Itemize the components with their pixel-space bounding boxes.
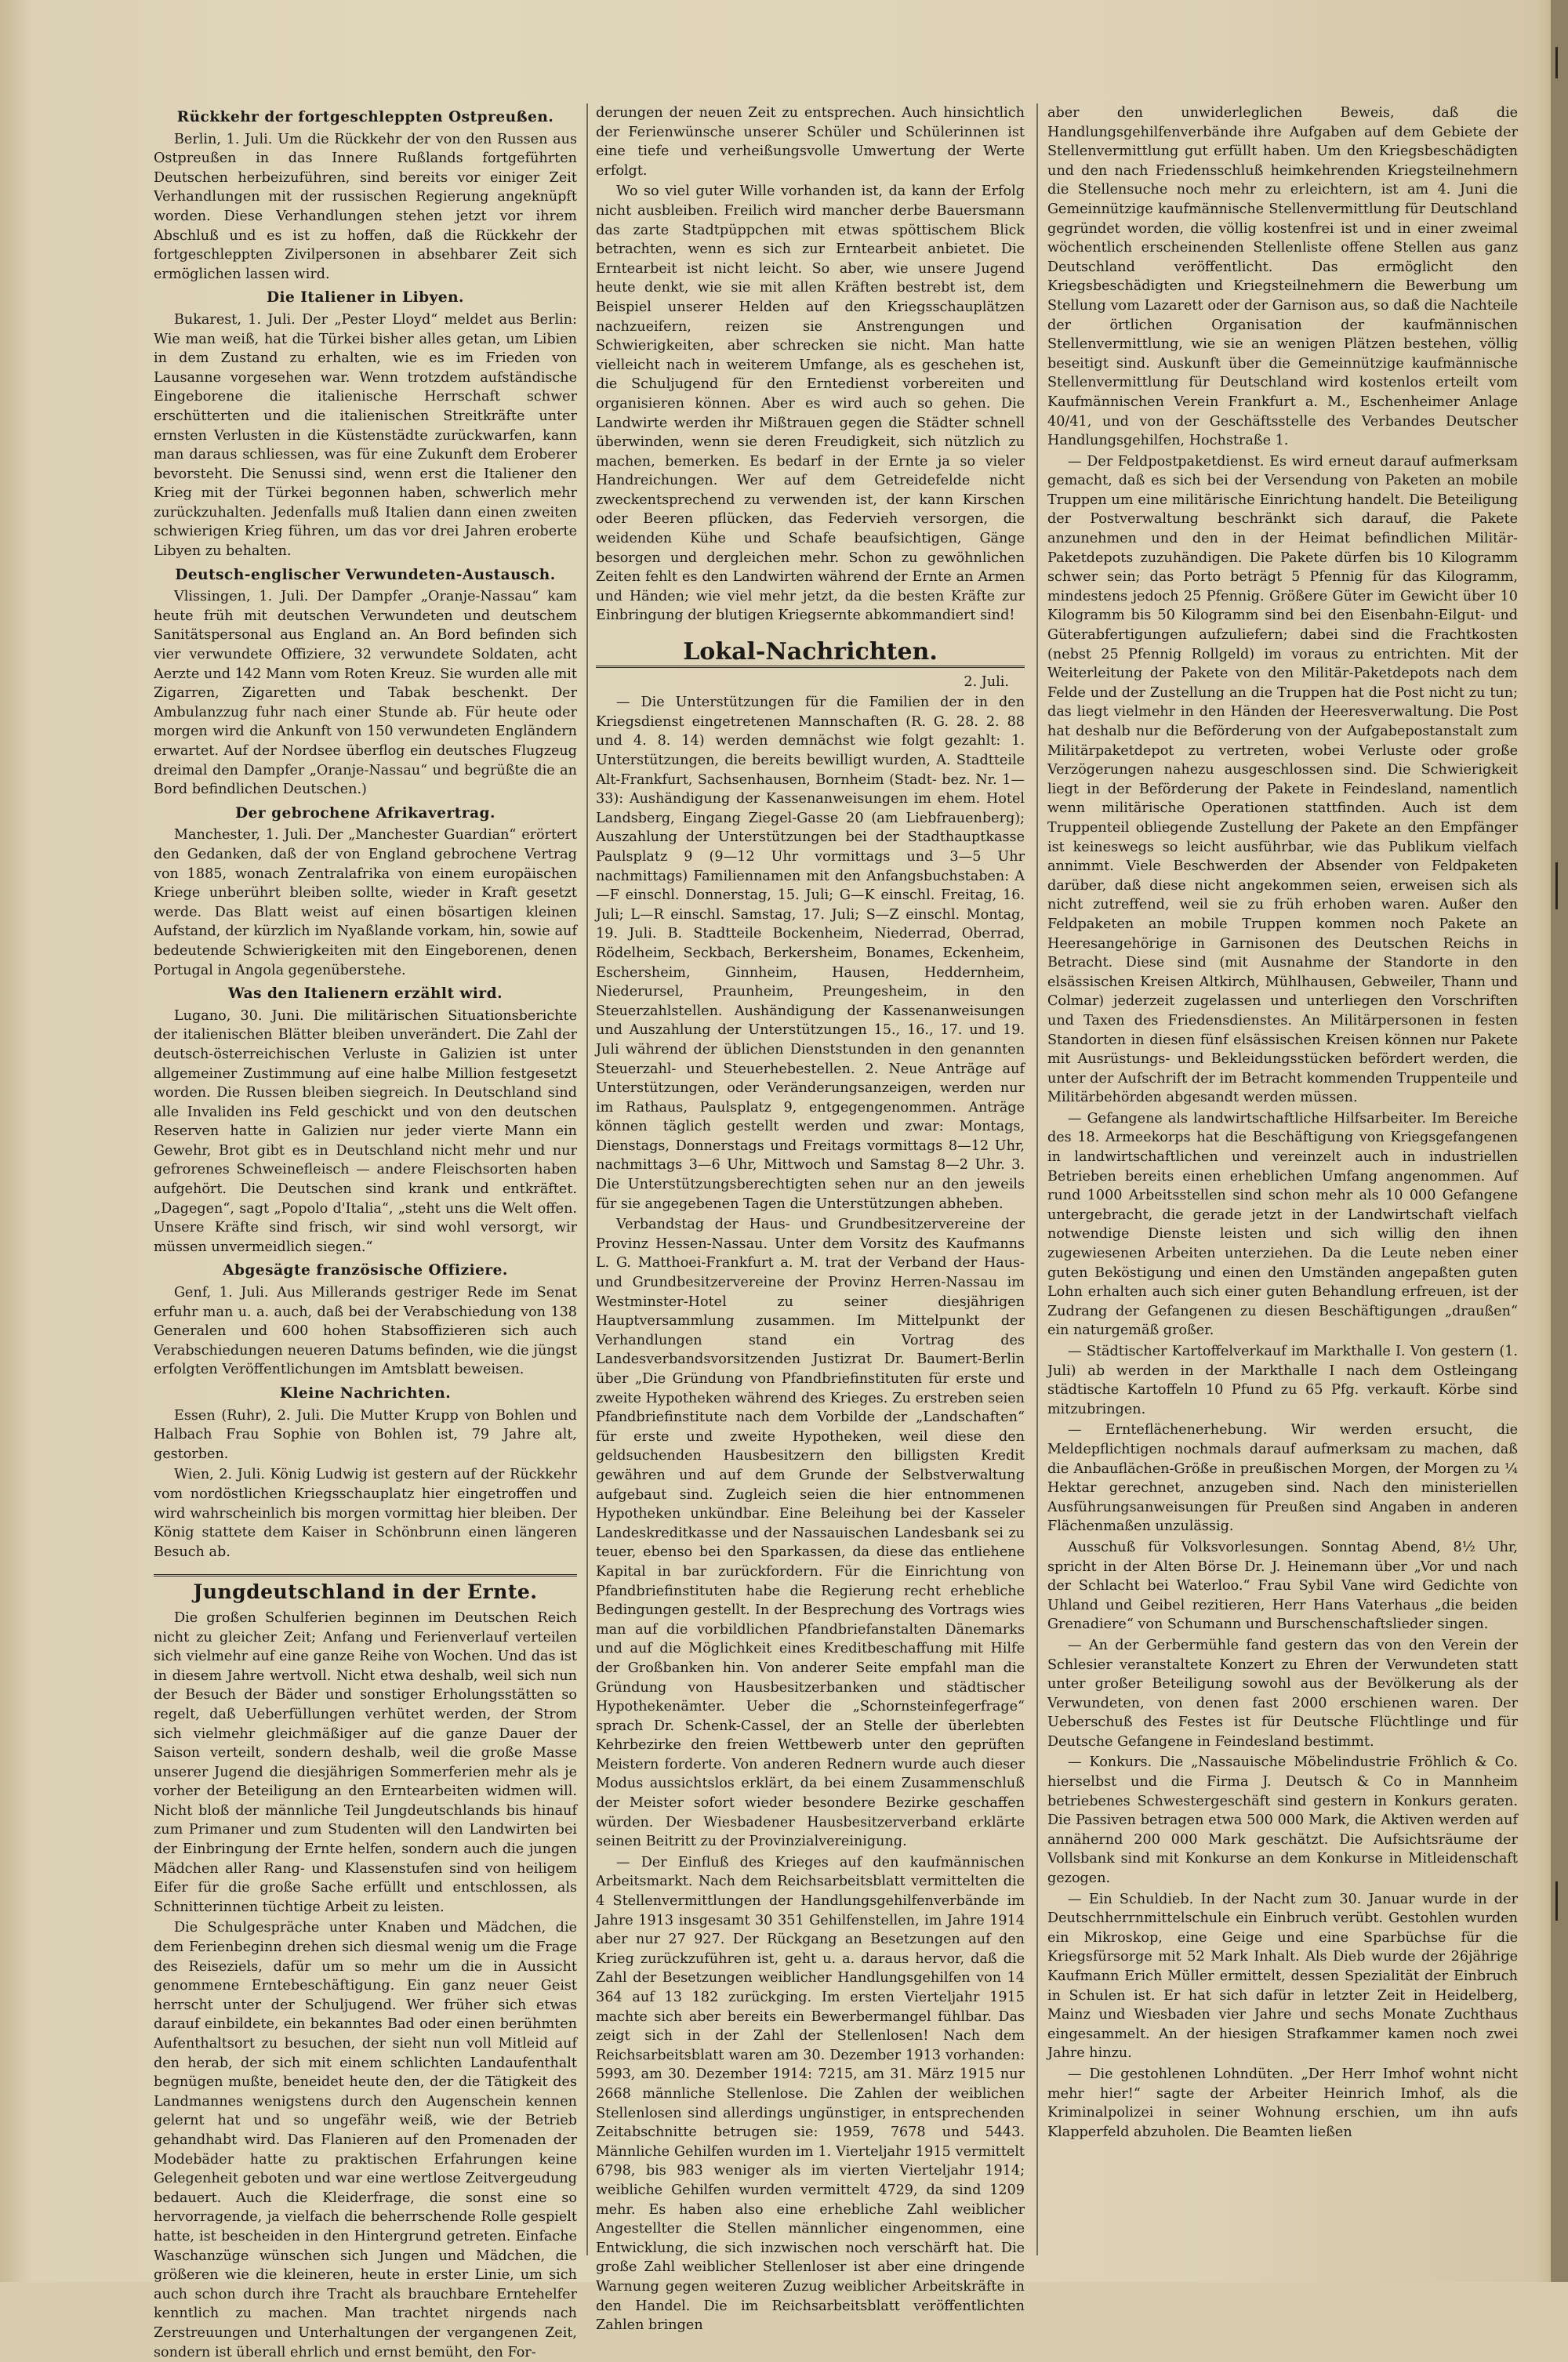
article-text: — Die gestohlenen Lohndüten. „Der Herr Imhof wohnt nicht mehr hier!“ sagte der Arbeiter Heinrich Imhof, als die Kriminalpolizei in seiner Wohnung erschien, um ihn aufs Klapperfeld abzuholen. Die Beamten ließen	[1047, 2066, 1518, 2140]
article-text: — Die Unterstützungen für die Familien der in den Kriegsdienst eingetretenen Mannschaften (R. G. 28. 2. 88 und 4. 8. 14) werden demnächst wie folgt gezahlt: 1. Unterstützungen, die bereits bewilligt wurden, A. Stadtteile Alt-Frankfurt, Sachsenhausen, Bornheim (Stadt- bez. Nr. 1—33): Aushändigung der Kassenanweisungen im ehem. Hotel Landsberg, Eingang Ziegel-Gasse 20 (am Liebfrauenberg); Auszahlung der Unterstützungen bei der Stadthauptkasse Paulsplatz 9 (9—12 Uhr vormittags und 3—5 Uhr nachmittags) Familiennamen mit den Anfangsbuchstaben: A—F einschl. Donnerstag, 15. Juli; G—K einschl. Freitag, 16. Juli; L—R einschl. Samstag, 17. Juli; S—Z einschl. Montag, 19. Juli. B. Stadtteile Bockenheim, Niederrad, Oberrad, Rödelheim, Seckbach, Berkersheim, Bonames, Eckenheim, Eschersheim, Ginnheim, Hausen, Heddernheim, Niederursel, Praunheim, Preungesheim, in den Steuerzahlstellen. Aushändigung der Kassenanweisungen und Auszahlung der Unterstützungen 15., 16., 17. und 19. Juli während der üblichen Dienststunden in den genannten Steuerzahl- und Steuerhebestellen. 2. Neue Anträge auf Unterstützungen, oder Veränderungsanzeigen, werden nur im Rathaus, Paulsplatz 9, entgegengenommen. Anträge können täglich gestellt werden und zwar: Montags, Dienstags, Donnerstags und Freitags vormittags 8—12 Uhr, nachmittags 3—6 Uhr, Mittwoch und Samstag 8—2 Uhr. 3. Die Unterstützungsberechtigten sehen nur an den jeweils für sie angegebenen Tagen die Unterstützungen abheben.	[596, 695, 1025, 1212]
article-text: Bukarest, 1. Juli. Der „Pester Lloyd“ meldet aus Berlin: Wie man weiß, hat die Türkei bisher alles getan, um Libien in dem Zustand zu erhalten, wie es im Frieden von Lausanne vorgesehen war. Wenn trotzdem aufständische Eingeborene die italienische Herrschaft schwer erschütterten und die italienischen Streitkräfte unter ernsten Verlusten in die Küstenstädte zurückwarfen, kann man daraus schliessen, was für eine Zukunft dem Eroberer bevorsteht. Die Senussi sind, wenn erst die Italiener den Krieg mit der Türkei begonnen haben, schwerlich mehr zurückzuhalten. Jedenfalls muß Italien dann einen zweiten schwierigen Krieg führen, um das vor drei Jahren eroberte Libyen zu behalten.	[154, 311, 577, 560]
article-text: aber den unwiderleglichen Beweis, daß die Handlungsgehilfenverbände ihre Aufgaben auf dem Gebiete der Stellenvermittlung gut erfüllt haben. Um den Kriegsbeschädigten und den nach Friedensschluß heimkehrenden Kriegsteilnehmern die Stellensuche noch mehr zu erleichtern, ist am 4. Juni die Gemeinnützige kaufmännische Stellenvermittlung für Deutschland gegründet worden, die völlig kostenfrei ist und in einer zweimal wöchentlich erscheinenden Stellenliste offene Stellen aus ganz Deutschland veröffentlicht. Das ermöglicht den Kriegsbeschädigten und Kriegsteilnehmern die Bewerbung um Stellung vom Lazarett oder der Garnison aus, so daß die Nachteile der örtlichen Organisation der kaufmännischen Stellenvermittlung, wie sie an wenigen Plätzen bestehen, völlig beseitigt sind. Auskunft über die Gemeinnützige kaufmännische Stellenvermittlung für Deutschland wird kostenlos erteilt vom Kaufmännischen Verein Frankfurt a. M., Eschenheimer Anlage 40/41, und von der Geschäftsstelle des Verbandes Deutscher Handlungsgehilfen, Hochstraße 1.	[1047, 105, 1518, 449]
column-rule	[1036, 103, 1038, 2255]
headline: Rückkehr der fortgeschleppten Ostpreußen.	[176, 109, 554, 125]
edge-mark	[1555, 862, 1558, 909]
article-text: — Der Feldpostpaketdienst. Es wird erneut darauf aufmerksam gemacht, daß es sich bei der Versendung von Paketen an mobile Truppen um eine militärische Einrichtung handelt. Die Beteiligung der Postverwaltung beschränkt sich darauf, die Pakete anzunehmen und den in der Heimat befindlichen Militär-Paketdepots zuzuhändigen. Die Pakete dürfen bis 10 Kilogramm schwer sein; das Porto beträgt 5 Pfennig für das Kilogramm, mindestens jedoch 25 Pfennig. Größere Güter im Gewicht über 10 Kilogramm bis 50 Kilogramm sind bei den Eisenbahn-Eilgut- und Güterabfertigungen aufzuliefern; dabei sind die Frachtkosten (nebst 25 Pfennig Rollgeld) im voraus zu entrichten. Mit der Weiterleitung der Pakete von den Militär-Paketdepots nach dem Felde und der Zustellung an die Truppen hat die Post nicht zu tun; das liegt vielmehr in den Händen der Heeresverwaltung. Die Post hat deshalb nur die Beförderung von der Aufgabepostanstalt zum Militärpaketdepot zu vertreten, wobei Verluste oder große Verzögerungen nahezu ausgeschlossen sind. Die Schwierigkeit liegt in der Beförderung der Pakete in Feindesland, namentlich wenn militärische Operationen stattfinden. Auch ist dem Truppenteil obliegende Zustellung der Pakete an den Empfänger ist keineswegs so leicht ausführbar, wie das Publikum vielfach annimmt. Viele Beschwerden der Absender von Feldpaketen darüber, daß diese nicht angekommen seien, erweisen sich als nicht zutreffend, weil sie zu früh erhoben waren. Außer den Feldpaketen an mobile Truppen kommen noch Pakete an Heeresangehörige in Garnisonen des Deutschen Reichs in Betracht. Diese sind (mit Ausnahme der Standorte in den elsässischen Kreisen Altkirch, Mühlhausen, Gebweiler, Thann und Colmar) jederzeit zugelassen und unterliegen den Vorschriften und Taxen des Friedensdienstes. An Militärpersonen in festen Standorten in diesen fünf elsässischen Kreisen können nur Pakete mit Ausrüstungs- und Bekleidungsstücken befördert werden, die unter der Aufschrift der im Betracht kommenden Truppenteile und Militärbehörden abgesandt werden müssen.	[1047, 453, 1518, 1106]
headline: Kleine Nachrichten.	[279, 1385, 452, 1402]
article-text: — An der Gerbermühle fand gestern das von den Verein der Schlesier veranstaltete Konzert zu Ehren der Verwundeten statt unter großer Beteiligung sowohl aus der Bevölkerung als der Verwundeten, von denen fast 2000 erschienen waren. Der Ueberschuß des Festes ist für Deutsche Flüchtlinge und für Deutsche Gefangene in Feindesland bestimmt.	[1047, 1637, 1518, 1750]
article-text: Vlissingen, 1. Juli. Der Dampfer „Oranje-Nassau“ kam heute früh mit deutschen Verwundeten und deutschem Sanitätspersonal aus England an. An Bord befinden sich vier verwundete Offiziere, 32 verwundete Soldaten, acht Aerzte und 142 Mann vom Roten Kreuz. Sie wurden alle mit Zigarren, Zigaretten und Tabak beschenkt. Der Ambulanzzug fuhr nach einer Stunde ab. Für heute oder morgen wird die Ankunft von 150 verwundeten Engländern erwartet. Auf der Nordsee überflog ein deutsches Flugzeug dreimal den Dampfer „Oranje-Nassau“ und begrüßte die an Bord befindlichen Deutschen.)	[154, 589, 577, 798]
article-text: — Städtischer Kartoffelverkauf im Markthalle I. Von gestern (1. Juli) ab werden in der Markthalle I nach dem Ostleingang städtische Kartoffeln 10 Pfund zu 65 Pfg. verkauft. Körbe sind mitzubringen.	[1047, 1344, 1518, 1417]
section-title: Lokal-Nachrichten.	[596, 643, 1025, 668]
article-text: Ausschuß für Volksvorlesungen. Sonntag Abend, 8½ Uhr, spricht in der Alten Börse Dr. J. Heinemann über „Vor und nach der Schlacht bei Waterloo.“ Frau Sybil Vane wird Gedichte von Uhland und Geibel rezitieren, Herr Hans Vaterhaus „die beiden Grenadiere“ von Schumann und Burschenschaftslieder singen.	[1047, 1539, 1518, 1633]
article-text: Lugano, 30. Juni. Die militärischen Situationsberichte der italienischen Blätter bleiben unverändert. Die Zahl der deutsch-österreichischen Verluste in Galizien ist unter allgemeiner Zustimmung auf eine halbe Million festgesetzt worden. Die Russen bleiben siegreich. In Deutschland sind alle Invaliden ins Feld geschickt und von den deutschen Reserven hatte in Galizien nur jeder vierte Mann ein Gewehr, Brot gibt es in Deutschland nicht mehr und nur gefrorenes Schweinefleisch — andere Fleischsorten haben aufgehört. Die Deutschen sind krank und entkräftet. „Dagegen“, sagt „Popolo d'Italia“, „steht uns die Welt offen. Unsere Kräfte sind frisch, wir sind wohl versorgt, wir müssen unvermeidlich siegen.“	[154, 1007, 577, 1255]
section-divider	[154, 1574, 577, 1576]
headline: Was den Italienern erzählt wird.	[227, 985, 503, 1003]
article-text: Essen (Ruhr), 2. Juli. Die Mutter Krupp von Bohlen und Halbach Frau Sophie von Bohlen ist, 79 Jahre alt, gestorben.	[154, 1407, 577, 1462]
article-text: Wien, 2. Juli. König Ludwig ist gestern auf der Rückkehr vom nordöstlichen Kriegsschauplatz hier eingetroffen und wird wahrscheinlich bis morgen vormittag hier bleiben. Der König stattete dem Kaiser in Schönbrunn einen längeren Besuch ab.	[154, 1467, 577, 1560]
headline: Abgesägte französische Offiziere.	[223, 1262, 508, 1279]
article-text: — Gefangene als landwirtschaftliche Hilfsarbeiter. Im Bereiche des 18. Armeekorps hat die Beschäftigung von Kriegsgefangenen in landwirtschaftlichen und vereinzelt auch in industriellen Betrieben bereits einen erheblichen Umfang angenommen. Auf rund 1000 Arbeitsstellen sind schon mehr als 10 000 Gefangene untergebracht, die gerade jetzt in der Landwirtschaft vielfach notwendige Dienste leisten und sich willig den ihnen zugewiesenen Arbeiten unterziehen. Da die Leute neben einer guten Beköstigung und einen den Umständen angepaßten guten Lohn erhalten auch sich einer guten Behandlung erfreuen, ist der Zudrang der Gefangenen zu diesen Beschäftigungen „draußen“ ein naturgemäß großer.	[1047, 1110, 1518, 1339]
column-rule	[586, 103, 588, 2255]
article-text: Die Schulgespräche unter Knaben und Mädchen, die dem Ferienbeginn drehen sich diesmal wenig um die Frage des Reiseziels, dafür um so mehr um die in Aussicht genommene Erntebeschäftigung. Ein ganz neuer Geist herrscht unter der Schuljugend. Wer früher sich etwas darauf einbildete, ein bekanntes Bad oder einen berühmten Aufenthaltsort zu besuchen, der sieht nun voll Mitleid auf den herab, der sich mit einem schlichten Landaufenthalt begnügen mußte, beneidet heute den, der die Tätigkeit des Landmannes wenigstens durch den Augenschein kennen gelernt hat und so ungefähr weiß, wie der Betrieb gehandhabt wird. Das Flanieren auf den Promenaden der Modebäder hatte zu praktischen Erfahrungen keine Gelegenheit geboten und war eine wertlose Zeitvergeudung bedauert. Auch die Kleiderfrage, die sonst eine so hervorragende, ja vielfach die beherrschende Rolle gespielt hatte, ist bescheiden in den Hintergrund getreten. Einfache Waschanzüge wünschen sich Jungen und Mädchen, die größeren wie die kleineren, heute in erster Linie, um sich auch schon durch ihre Tracht als brauchbare Erntehelfer kenntlich zu machen. Man trachtet nirgends nach Zerstreuungen und Unterhaltungen der vergangenen Zeit, sondern ist überall ehrlich und ernst bemüht, den For-	[154, 1920, 577, 2360]
article-text: Die großen Schulferien beginnen im Deutschen Reich nicht zu gleicher Zeit; Anfang und Ferienverlauf verteilen sich vielmehr auf eine ganze Reihe von Wochen. Und das ist in diesem Jahre wertvoll. Nicht etwa deshalb, weil sich nun der Besuch der Bäder und sonstiger Erholungsstätten so regelt, daß Ueberfüllungen verhütet werden, der Strom sich vielmehr gleichmäßiger auf die ganze Dauer der Saison verteilt, sondern deshalb, weil die große Masse unserer Jugend die diesjährigen Sommerferien mehr als je vorher der Beteiligung an den Erntearbeiten widmen will. Nicht bloß der männliche Teil Jungdeutschlands bis hinauf zum Primaner und zum Studenten will den Landwirten bei der Einbringung der Ernte helfen, sondern auch die jungen Mädchen aller Rang- und Klassenstufen sind von heiligem Eifer für die große Sache erfüllt und entschlossen, als Schnitterinnen tüchtige Arbeit zu leisten.	[154, 1609, 577, 1915]
article-text: derungen der neuen Zeit zu entsprechen. Auch hinsichtlich der Ferienwünsche unserer Schüler und Schülerinnen ist eine tiefe und verheißungsvolle Umwertung der Werte erfolgt.	[596, 105, 1025, 179]
article-text: — Ein Schuldieb. In der Nacht zum 30. Januar wurde in der Deutschherrnmittelschule ein Einbruch verübt. Gestohlen wurden ein Mikroskop, eine Geige und eine Sparbüchse für die Kriegsfürsorge mit 52 Mark Inhalt. Als Dieb wurde der 26jährige Kaufmann Erich Müller ermittelt, dessen Spezialität der Einbruch in Schulen ist. Er hat sich dafür in letzter Zeit in Heidelberg, Mainz und Wiesbaden vier Jahre und sechs Monate Zuchthaus eingesammelt. An der hiesigen Strafkammer kamen noch zwei Jahre hinzu.	[1047, 1891, 1518, 2062]
headline: Der gebrochene Afrikavertrag.	[235, 804, 495, 822]
article-text: — Ernteflächenerhebung. Wir werden ersucht, die Meldepflichtigen nochmals darauf aufmerksam zu machen, daß die Anbauflächen-Größe in preußischen Morgen, der Morgen zu ¼ Hektar gerechnet, anzugeben sind. Nach den ministeriellen Ausführungsanweisungen für Preußen sind Angaben in anderen Flächenmaßen unzulässig.	[1047, 1422, 1518, 1535]
article-text: Wo so viel guter Wille vorhanden ist, da kann der Erfolg nicht ausbleiben. Freilich wird mancher derbe Bauersmann das zarte Stadtpüppchen mit etwas spöttischem Blick betrachten, wenn es sich zur Erntearbeit anbietet. Die Erntearbeit ist nicht leicht. So aber, wie unsere Jugend heute denkt, wie sie mit allen Kräften bestrebt ist, dem Beispiel unserer Helden auf den Kriegsschauplätzen nachzueifern, reizen sie Anstrengungen und Schwierigkeiten, aber schrecken sie nicht. Man hatte vielleicht nach in weiterem Umfange, als es geschehen ist, die Schuljugend für den Erntedienst vorbereiten und organisieren können. Aber es wird auch so gehen. Die Landwirte werden ihr Mißtrauen gegen die Städter schnell überwinden, wenn sie deren Freudigkeit, sich nützlich zu machen, bemerken. Es bedarf in der Ernte ja so vieler Handreichungen. Wer auf dem Getreidefelde nicht zweckentsprechend zu verwenden ist, der kann Kirschen oder Beeren pflücken, das Federvieh versorgen, die weidenden Kühe und Schafe beaufsichtigen, Gänge besorgen und dergleichen mehr. Schon zu gewöhnlichen Zeiten fehlt es den Landwirten während der Ernte an Armen und Händen; wie viel mehr jetzt, da die besten Kräfte zur Einbringung der blutigen Kriegsernte abkommandiert sind!	[596, 183, 1025, 624]
edge-mark	[1555, 1881, 1558, 1921]
article-text: — Der Einfluß des Krieges auf den kaufmännischen Arbeitsmarkt. Nach dem Reichsarbeitsblatt vermittelten die 4 Stellenvermittlungen der Handlungsgehilfenverbände im Jahre 1913 insgesamt 30 351 Gehilfenstellen, im Jahre 1914 aber nur 27 927. Der Rückgang an Besetzungen auf den Krieg zurückzuführen ist, geht u. a. daraus hervor, daß die Zahl der Besetzungen weiblicher Handlungsgehilfen von 14 364 auf 13 182 zurückging. Im ersten Vierteljahr 1915 machte sich aber bereits ein Bewerbermangel fühlbar. Das zeigt sich in der Zahl der Stellenlosen! Nach dem Reichsarbeitsblatt waren am 30. Dezember 1913 vorhanden: 5993, am 30. Dezember 1914: 7215, am 31. März 1915 nur 2668 männliche Stellenlose. Die Zahlen der weiblichen Stellenlosen sind allerdings ungünstiger, in entsprechenden Zeitabschnitte betrugen sie: 1959, 7678 und 5443. Männliche Gehilfen wurden im 1. Vierteljahr 1915 vermittelt 6798, bis 983 weniger als im vierten Vierteljahr 1914; weibliche Gehilfen wurden vermittelt 4729, da sind 1209 mehr. Es haben also eine erhebliche Zahl weiblicher Angestellter die Stellen männlicher eingenommen, eine Entwicklung, die sich inzwischen noch verschärft hat. Die große Zahl weiblicher Stellenloser ist aber eine dringende Warnung gegen weiteren Zuzug weiblicher Arbeitskräfte in den Handel. Die im Reichsarbeitsblatt veröffentlichten Zahlen bringen	[596, 1854, 1025, 2334]
article-text: Verbandstag der Haus- und Grundbesitzervereine der Provinz Hessen-Nassau. Unter dem Vorsitz des Kaufmanns L. G. Matthoei-Frankfurt a. M. trat der Verband der Haus- und Grundbesitzervereine der Provinz Herren-Nassau im Westminster-Hotel zu seiner diesjährigen Hauptversammlung zusammen. Im Mittelpunkt der Verhandlungen stand ein Vortrag des Landesverbandsvorsitzenden Justizrat Dr. Baumert-Berlin über „Die Gründung von Pfandbriefinstituten für erste und zweite Hypotheken während des Krieges. Zu erstreben seien Pfandbriefinstitute nach dem Vorbilde der „Landschaften“ für erste und zweite Hypotheken, weil diese den geldsuchenden Hausbesitzern den billigsten Kredit gewähren und auf dem Grunde der Selbstverwaltung aufgebaut sind. Zugleich seien die hier entnommenen Hypotheken unkündbar. Eine Beleihung bei der Kasseler Landeskreditkasse und der Nassauischen Landesbank sei zu teuer, ebenso bei den Sparkassen, da diese das entliehene Kapital in bar zurückfordern. Für die Einrichtung von Pfandbriefinstituten habe die Regierung recht erhebliche Bedingungen gestellt. In der Besprechung des Vortrags wies man auf die vorbildlichen Pfandbriefanstalten Dänemarks und auf die Möglichkeit eines Kreditbeschaffung mit Hilfe der Großbanken hin. Von anderer Seite empfahl man die Gründung von Hausbesitzerbanken und städtischer Hypothekenämter. Ueber die „Schornsteinfegerfrage“ sprach Dr. Schenk-Cassel, der an Stelle der überlebten Kehrbezirke den freien Wettbewerb unter den geprüften Meistern forderte. Von anderen Rednern wurde auch dieser Modus aussichtslos erklärt, da bei einem Zusammenschluß der Meister sofort wieder besondere Bezirke geschaffen würden. Der Wiesbadener Hausbesitzerverband erklärte seinen Beitritt zu der Provinzialvereinigung.	[596, 1217, 1025, 1850]
article-text: — Konkurs. Die „Nassauische Möbelindustrie Fröhlich & Co. hierselbst und die Firma J. Deutsch & Co in Mannheim betriebenes Schwestergeschäft sind gestern in Konkurs geraten. Die Passiven betragen etwa 500 000 Mark, die Aktiven werden auf annähernd 200 000 Mark geschätzt. Die Aufsichtsräume der Vollsbank sind mit Konkurse an dem Konkurse in Mitleidenschaft gezogen.	[1047, 1754, 1518, 1887]
article-text: Manchester, 1. Juli. Der „Manchester Guardian“ erörtert den Gedanken, daß der von England gebrochene Vertrag von 1885, wonach Zentralafrika von einem europäischen Kriege unberührt bleiben sollte, wieder in Kraft gesetzt werde. Das Blatt weist auf einen bösartigen kleinen Aufstand, der kürzlich im Nyaßlande vorkam, hin, sowie auf bedeutende Schwierigkeiten mit den Eingeborenen, denen Portugal in Angola gegenüberstehe.	[154, 827, 577, 978]
feature-headline: Jungdeutschland in der Ernte.	[193, 1580, 538, 1604]
column-1	[154, 103, 577, 2360]
section-date: 2. Juli.	[964, 673, 1009, 690]
column-3	[1047, 103, 1518, 2255]
headline: Deutsch-englischer Verwundeten-Austausch.	[175, 566, 556, 583]
article-text: Berlin, 1. Juli. Um die Rückkehr der von den Russen aus Ostpreußen in das Innere Rußlands fortgeführten Deutschen herbeizuführen, sind bereits vor einiger Zeit Verhandlungen mit der russischen Regierung angeknüpft worden. Diese Verhandlungen stehen jetzt vor ihrem Abschluß und es ist zu hoffen, daß die Rückkehr der fortgeschleppten Zivilpersonen in absehbarer Zeit sich ermöglichen lassen wird.	[154, 131, 577, 282]
headline: Die Italiener in Libyen.	[266, 289, 464, 307]
column-2	[596, 103, 1025, 2334]
article-text: Genf, 1. Juli. Aus Millerands gestriger Rede im Senat erfuhr man u. a. auch, daß bei der Verabschiedung von 138 Generalen und 600 hohen Stabsoffizieren sich auch Verabschiedungen neueren Datums befinden, wie die jüngst erfolgten Veröffentlichungen im Amtsblatt beweisen.	[154, 1285, 577, 1378]
edge-mark	[1555, 47, 1558, 78]
next-page-edge	[1551, 0, 1568, 2282]
